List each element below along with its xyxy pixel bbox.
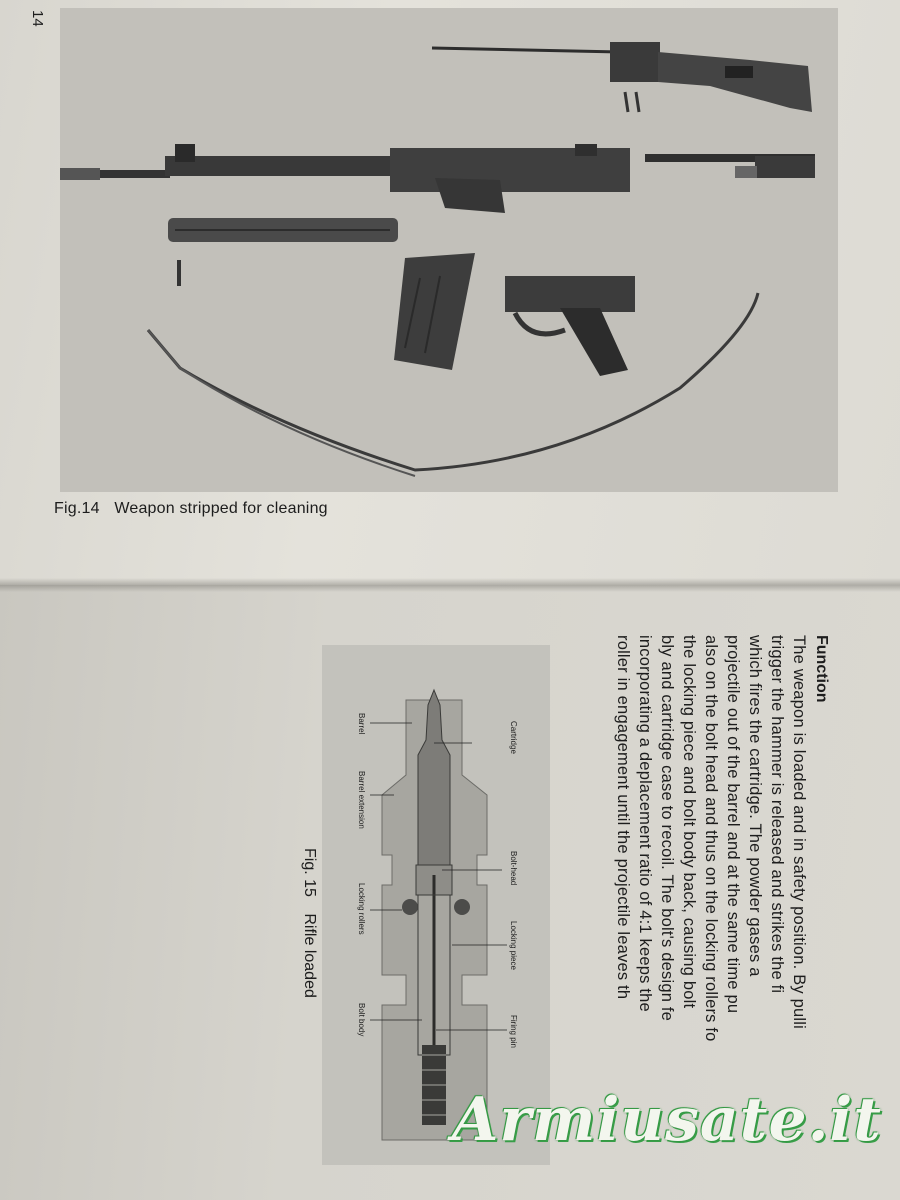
label-barrel-extension: Barrel extension <box>357 771 366 829</box>
fig14-title: Weapon stripped for cleaning <box>114 500 328 517</box>
trigger-group-image <box>505 276 635 376</box>
function-line: projectile out of the barrel and at the same time pu <box>724 635 742 1014</box>
label-barrel: Barrel <box>357 713 366 735</box>
bolt-assembly-drawing <box>370 690 507 1140</box>
function-line: bly and cartridge case to recoil. The bolt's design fe <box>658 635 676 1022</box>
watermark-logo: Armiusate.it <box>452 1085 883 1155</box>
label-cartridge: Cartridge <box>509 721 518 754</box>
fig14-photo <box>60 8 838 492</box>
label-locking-piece: Locking piece <box>509 921 518 970</box>
function-heading: Function <box>813 635 830 703</box>
fig15-title: Rifle loaded <box>301 913 318 998</box>
label-locking-rollers: Locking rollers <box>357 883 366 935</box>
buttstock-image <box>432 42 812 112</box>
fig15-label: Fig. 15 <box>301 848 318 897</box>
bolt-group-image <box>645 154 815 178</box>
handguard-image <box>168 218 398 286</box>
function-line: The weapon is loaded and in safety position. By pulli <box>790 635 808 1030</box>
receiver-image <box>60 144 630 213</box>
label-bolt-head: Bolt-head <box>509 851 518 886</box>
page-fold <box>0 578 900 592</box>
function-line: the locking piece and bolt body back, causing bolt <box>680 635 698 1009</box>
label-firing-pin: Firing pin <box>509 1015 518 1048</box>
page-number: 14 <box>29 10 46 27</box>
function-line: trigger the hammer is released and strikes the fi <box>768 635 786 994</box>
function-line: also on the bolt head and thus on the locking rollers fo <box>702 635 720 1042</box>
function-line: incorporating a deplacement ratio of 4:1 keeps the <box>636 635 654 1012</box>
label-bolt-body: Bolt body <box>357 1003 366 1037</box>
fig15-caption <box>300 848 318 998</box>
function-line: which fires the cartridge. The powder gases a <box>746 635 764 977</box>
fig14-caption <box>54 500 328 518</box>
fig14-label: Fig.14 <box>54 500 100 517</box>
magazine-image <box>394 253 475 370</box>
function-line: roller in engagement until the projectile leaves th <box>614 635 632 1000</box>
